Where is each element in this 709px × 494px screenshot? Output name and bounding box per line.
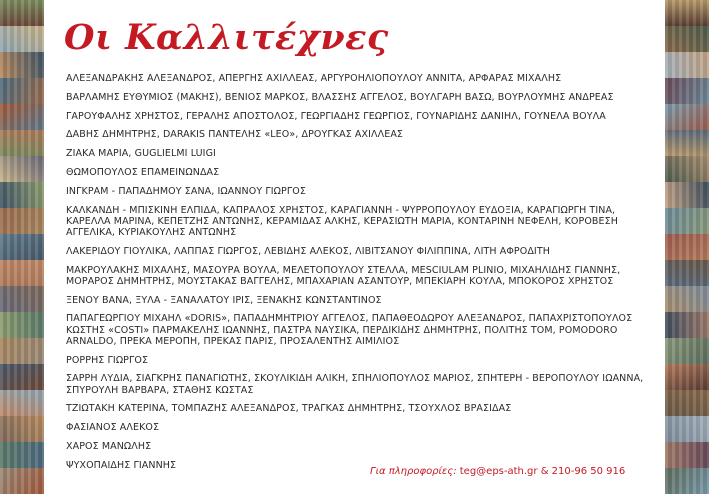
artwork-thumbnail — [0, 104, 44, 130]
artwork-strip-left — [0, 0, 44, 494]
artwork-thumbnail — [665, 338, 709, 364]
artwork-thumbnail — [665, 104, 709, 130]
artist-group: ΦΑΣΙΑΝΟΣ ΑΛΕΚΟΣ — [66, 422, 160, 434]
page-title: Οι Καλλιτέχνες — [64, 17, 389, 58]
artwork-thumbnail — [665, 156, 709, 182]
artwork-thumbnail — [665, 208, 709, 234]
artist-group: ΠΑΠΑΓΕΩΡΓΙΟΥ ΜΙΧΑΗΛ «DORIS», ΠΑΠΑΔΗΜΗΤΡΙΟΥ ΑΓΓΕΛΟΣ, ΠΑΠΑΘΕΟΔΩΡΟΥ ΑΛΕΞΑΝΔΡΟΣ, ΠΑΠΑΧΡΙΣΤΟΠΟΥΛΟΣ ΚΩΣΤΗΣ «COSTI» ΠΑΡΜΑΚΕΛΗΣ ΙΩΑΝΝΗΣ, ΠΑΣΤΡΑ ΝΑΥΣΙΚΑ, ΠΕΡΔΙΚΙΔΗΣ ΔΗΜΗΤΡΗΣ, ΠΟΛΙΤΗΣ ΤΟΜ, POMODORO ARNALDO, ΠΡΕΚΑ ΜΕΡΟΠΗ, ΠΡΕΚΑΣ ΠΑΡΙΣ, ΠΡΟΣΑΛΕΝΤΗΣ ΑΙΜΙΛΙΟΣ — [66, 313, 633, 347]
artwork-thumbnail — [0, 0, 44, 26]
artwork-thumbnail — [665, 0, 709, 26]
artwork-thumbnail — [0, 208, 44, 234]
artwork-thumbnail — [0, 78, 44, 104]
artwork-thumbnail — [665, 364, 709, 390]
artwork-thumbnail — [665, 442, 709, 468]
artwork-thumbnail — [665, 260, 709, 286]
artwork-thumbnail — [665, 468, 709, 494]
artwork-thumbnail — [665, 26, 709, 52]
artwork-thumbnail — [0, 468, 44, 494]
artist-group: ΑΛΕΞΑΝΔΡΑΚΗΣ ΑΛΕΞΑΝΔΡΟΣ, ΑΠΕΡΓΗΣ ΑΧΙΛΛΕΑΣ, ΑΡΓΥΡΟΗΛΙΟΠΟΥΛΟΥ ΑΝΝΙΤΑ, ΑΡΦΑΡΑΣ ΜΙΧΑΛΗΣ — [66, 73, 562, 84]
artist-group: ΤΖΙΩΤΑΚΗ ΚΑΤΕΡΙΝΑ, ΤΟΜΠΑΖΗΣ ΑΛΕΞΑΝΔΡΟΣ, ΤΡΑΓΚΑΣ ΔΗΜΗΤΡΗΣ, ΤΣΟΥΧΛΟΣ ΒΡΑΣΙΔΑΣ — [66, 403, 512, 415]
artwork-thumbnail — [665, 130, 709, 156]
artwork-thumbnail — [665, 78, 709, 104]
artwork-thumbnail — [0, 442, 44, 468]
artwork-thumbnail — [0, 52, 44, 78]
contact-phone: & 210-96 50 916 — [540, 466, 626, 477]
artist-group: ΡΟΡΡΗΣ ΓΙΩΡΓΟΣ — [66, 354, 149, 366]
artist-group: ΚΑΛΚΑΝΔΗ - ΜΠΙΣΚΙΝΗ ΕΛΠΙΔΑ, ΚΑΠΡΑΛΟΣ ΧΡΗΣΤΟΣ, ΚΑΡΑΓΙΑΝΝΗ - ΨΥΡΡΟΠΟΥΛΟΥ ΕΥΔΟΞΙΑ, ΚΑΡΑΓΙΩΡΓΗ ΤΙΝΑ, ΚΑΡΕΛΛΑ ΜΑΡΙΝΑ, ΚΕΠΕΤΖΗΣ ΑΝΤΩΝΗΣ, ΚΕΡΑΜΙΔΑΣ ΑΛΚΗΣ, ΚΕΡΑΣΙΩΤΗ ΜΑΡΙΑ, ΚΟΝΤΑΡΙΝΗ ΝΕΦΕΛΗ, ΚΟΡΟΒΕΣΗ ΑΓΓΕΛΙΚΑ, ΚΥΡΙΑΚΟΥΛΗΣ ΑΝΤΩΝΗΣ — [66, 204, 618, 238]
artist-group: ΨΥΧΟΠΑΙΔΗΣ ΓΙΑΝΝΗΣ — [66, 459, 177, 471]
artwork-thumbnail — [0, 156, 44, 182]
artist-group: ΘΩΜΟΠΟΥΛΟΣ ΕΠΑΜΕΙΝΩΝΔΑΣ — [66, 166, 220, 178]
artwork-thumbnail — [0, 390, 44, 416]
artist-group: ΓΑΡΟΥΦΑΛΗΣ ΧΡΗΣΤΟΣ, ΓΕΡΑΛΗΣ ΑΠΟΣΤΟΛΟΣ, ΓΕΩΡΓΙΑΔΗΣ ΓΕΩΡΓΙΟΣ, ΓΟΥΝΑΡΙΔΗΣ ΔΑΝΙΗΛ, ΓΟΥΝΕΛΑ ΒΟΥΛΑ — [66, 110, 606, 122]
artwork-thumbnail — [665, 286, 709, 312]
artist-group: ΧΑΡΟΣ ΜΑΝΩΛΗΣ — [66, 440, 152, 452]
artwork-strip-right — [665, 0, 709, 494]
artists-panel — [44, 0, 665, 494]
artist-group: ΛΑΚΕΡΙΔΟΥ ΓΙΟΥΛΙΚΑ, ΛΑΠΠΑΣ ΓΙΩΡΓΟΣ, ΛΕΒΙΔΗΣ ΑΛΕΚΟΣ, ΛΙΒΙΤΣΑΝΟΥ ΦΙΛΙΠΠΙΝΑ, ΛΙΤΗ ΑΦΡΟΔΙΤΗ — [66, 245, 550, 257]
artwork-thumbnail — [0, 130, 44, 156]
artist-group: ΖΙΑΚΑ ΜΑΡΙΑ, GUGLIELMI LUIGI — [66, 148, 216, 160]
artwork-thumbnail — [0, 338, 44, 364]
artwork-thumbnail — [0, 312, 44, 338]
contact-email: teg@eps-ath.gr — [459, 466, 538, 477]
artwork-thumbnail — [0, 260, 44, 286]
artist-group: ΣΑΡΡΗ ΛΥΔΙΑ, ΣΙΑΓΚΡΗΣ ΠΑΝΑΓΙΩΤΗΣ, ΣΚΟΥΛΙΚΙΔΗ ΑΛΙΚΗ, ΣΠΗΛΙΟΠΟΥΛΟΣ ΜΑΡΙΟΣ, ΣΠΗΤΕΡΗ - ΒΕΡΟΠΟΥΛΟΥ ΙΩΑΝΝΑ, ΣΠΥΡΟΥΛΗ ΒΑΡΒΑΡΑ, ΣΤΑΘΗΣ ΚΩΣΤΑΣ — [66, 373, 644, 396]
artwork-thumbnail — [665, 416, 709, 442]
artist-group: ΙΝΓΚΡΑΜ - ΠΑΠΑΔΗΜΟΥ ΣΑΝΑ, ΙΩΑΝΝΟΥ ΓΙΩΡΓΟΣ — [66, 185, 306, 197]
artwork-thumbnail — [0, 26, 44, 52]
artist-group: ΜΑΚΡΟΥΛΑΚΗΣ ΜΙΧΑΛΗΣ, ΜΑΣΟΥΡΑ ΒΟΥΛΑ, ΜΕΛΕΤΟΠΟΥΛΟΥ ΣΤΕΛΛΑ, MESCIULAM PLINIO, ΜΙΧΑΗΛΙΔΗΣ ΓΙΑΝΝΗΣ, ΜΟΡΑΡΟΣ ΔΗΜΗΤΡΗΣ, ΜΟΥΣΤΑΚΑΣ ΒΑΓΓΕΛΗΣ, ΜΠΑΧΑΡΙΑΝ ΑΣΑΝΤΟΥΡ, ΜΠΕΚΙΑΡΗ ΚΟΥΛΑ, ΜΠΟΚΟΡΟΣ ΧΡΗΣΤΟΣ — [66, 264, 621, 287]
artwork-thumbnail — [0, 234, 44, 260]
contact-info — [370, 465, 650, 478]
artwork-thumbnail — [0, 416, 44, 442]
artwork-thumbnail — [0, 286, 44, 312]
artwork-thumbnail — [665, 234, 709, 260]
artwork-thumbnail — [665, 52, 709, 78]
artist-group: ΞΕΝΟΥ ΒΑΝΑ, ΞΥΛΑ - ΞΑΝΑΛΑΤΟΥ ΙΡΙΣ, ΞΕΝΑΚΗΣ ΚΩΝΣΤΑΝΤΙΝΟΣ — [66, 294, 382, 306]
artwork-thumbnail — [0, 182, 44, 208]
artist-group: ΒΑΡΛΑΜΗΣ ΕΥΘΥΜΙΟΣ (ΜΑΚΗΣ), ΒΕΝΙΟΣ ΜΑΡΚΟΣ, ΒΛΑΣΣΗΣ ΑΓΓΕΛΟΣ, ΒΟΥΛΓΑΡΗ ΒΑΣΩ, ΒΟΥΡΛΟΥΜΗΣ ΑΝΔΡΕΑΣ — [66, 91, 614, 103]
artwork-thumbnail — [0, 364, 44, 390]
artist-group: ΔΑΒΗΣ ΔΗΜΗΤΡΗΣ, DARAKIS ΠΑΝΤΕΛΗΣ «LEO», ΔΡΟΥΓΚΑΣ ΑΧΙΛΛΕΑΣ — [66, 129, 404, 141]
artwork-thumbnail — [665, 390, 709, 416]
artwork-thumbnail — [665, 182, 709, 208]
artist-list — [66, 73, 658, 479]
artwork-thumbnail — [665, 312, 709, 338]
contact-lead: Για πληροφορίες: — [370, 466, 457, 477]
